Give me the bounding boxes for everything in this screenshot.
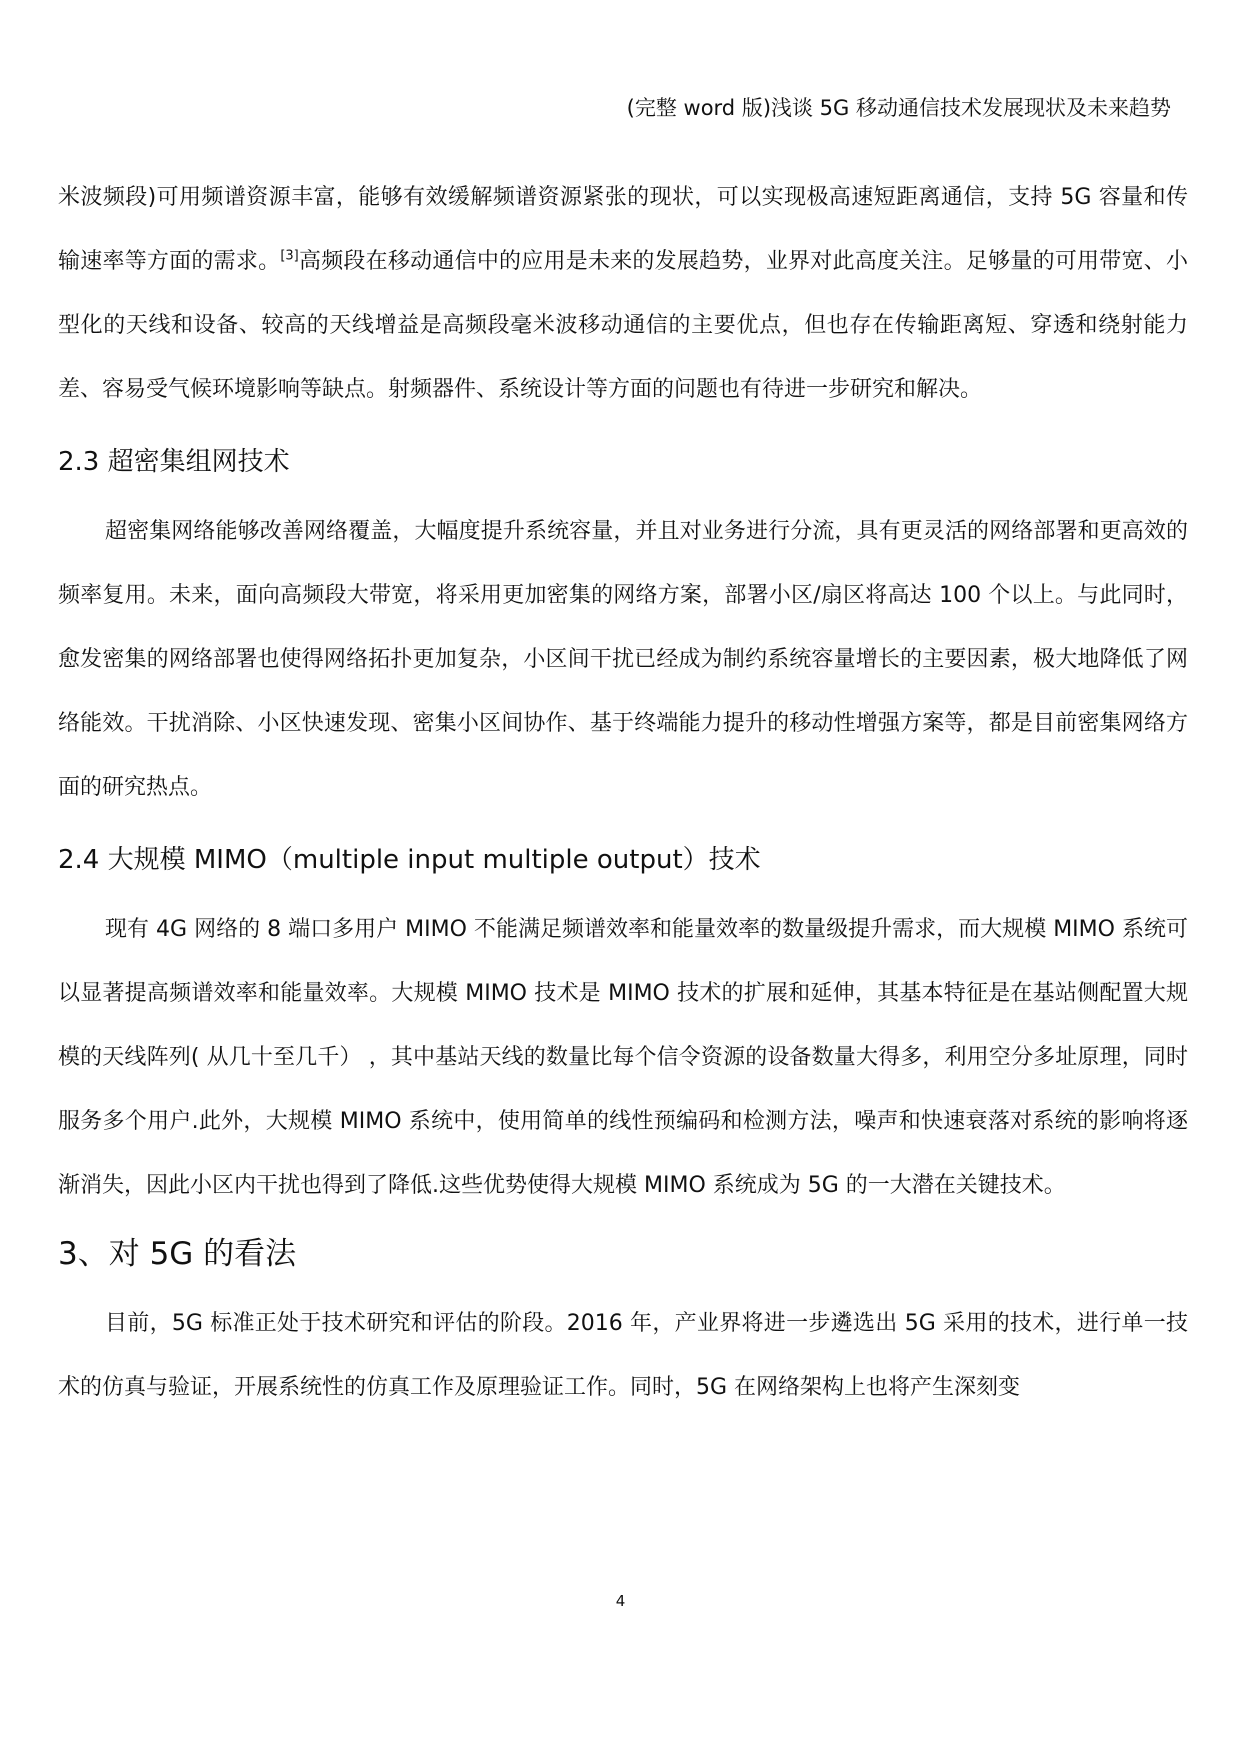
section-2-4-heading: 2.4 大规模 MIMO（multiple input multiple output）技术 xyxy=(58,845,761,875)
section-2-4-paragraph: 现有 4G 网络的 8 端口多用户 MIMO 不能满足频谱效率和能量效率的数量级提升需求，而大规模 MIMO 系统可以显著提高频谱效率和能量效率。大规模 MIMO 技术是 MIMO 技术的扩展和延伸，其基本特征是在基站侧配置大规模的天线阵列( 从几十至几千） ，其中基站天线的数量比每个信令资源的设备数量大得多，利用空分多址原理，同时服务多个用户.此外，大规模 MIMO 系统中，使用简单的线性预编码和检测方法，噪声和快速衰落对系统的影响将逐渐消失，因此小区内干扰也得到了降低.这些优势使得大规模 MIMO 系统成为 5G 的一大潜在关键技术。 xyxy=(58,917,1188,1198)
page-header-title: (完整 word 版)浅谈 5G 移动通信技术发展现状及未来趋势 xyxy=(626,96,1171,120)
document-body xyxy=(58,166,1188,1420)
citation-ref: [3] xyxy=(280,248,299,264)
page-number: 4 xyxy=(615,1592,626,1610)
chapter-3-paragraph: 目前，5G 标准正处于技术研究和评估的阶段。2016 年，产业界将进一步遴选出 5G 采用的技术，进行单一技术的仿真与验证，开展系统性的仿真工作及原理验证工作。同时，5G 在网络架构上也将产生深刻变 xyxy=(58,1311,1188,1400)
chapter-3-heading: 3、对 5G 的看法 xyxy=(58,1236,297,1272)
section-2-3-heading: 2.3 超密集组网技术 xyxy=(58,447,290,477)
section-2-3-paragraph: 超密集网络能够改善网络覆盖，大幅度提升系统容量，并且对业务进行分流，具有更灵活的网络部署和更高效的频率复用。未来，面向高频段大带宽，将采用更加密集的网络方案，部署小区/扇区将高达 100 个以上。与此同时，愈发密集的网络部署也使得网络拓扑更加复杂，小区间干扰已经成为制约系统容量增长的主要因素，极大地降低了网络能效。干扰消除、小区快速发现、密集小区间协作、基于终端能力提升的移动性增强方案等，都是目前密集网络方面的研究热点。 xyxy=(58,519,1188,800)
intro-text-after-citation: 高频段在移动通信中的应用是未来的发展趋势，业界对此高度关注。足够量的可用带宽、小型化的天线和设备、较高的天线增益是高频段毫米波移动通信的主要优点，但也存在传输距离短、穿透和绕射能力差、容易受气候环境影响等缺点。射频器件、系统设计等方面的问题也有待进一步研究和解决。 xyxy=(58,249,1188,402)
intro-text-before-citation: 米波频段)可用频谱资源丰富，能够有效缓解频谱资源紧张的现状，可以实现极高速短距离通信，支持 5G 容量和传输速率等方面的需求。 xyxy=(58,185,1188,274)
intro-paragraph xyxy=(58,166,1188,422)
